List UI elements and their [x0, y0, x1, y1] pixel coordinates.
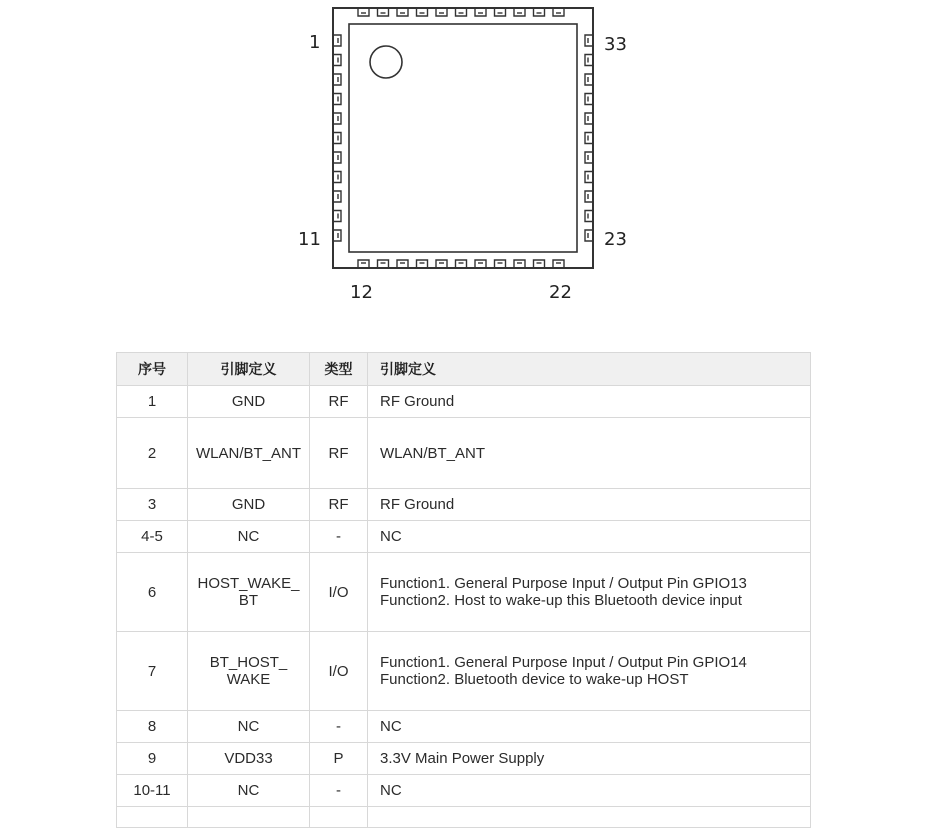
pad	[333, 74, 341, 85]
pad	[585, 230, 593, 241]
table-header-row	[117, 353, 811, 386]
cell-description: RF Ground	[368, 489, 811, 521]
pad	[456, 8, 467, 16]
pad	[333, 94, 341, 105]
cell-index: 8	[117, 711, 188, 743]
cell-description: NC	[368, 711, 811, 743]
cell-description: NC	[368, 775, 811, 807]
pad	[333, 133, 341, 144]
cell-pin-name: WLAN/BT_ANT	[188, 418, 310, 489]
description-line-2: Function2. Bluetooth device to wake-up HOST	[380, 671, 689, 688]
table-row	[117, 418, 811, 489]
pad	[585, 35, 593, 46]
pad	[397, 260, 408, 268]
pin-label-33: 33	[604, 34, 627, 55]
pad	[585, 55, 593, 66]
pad	[534, 8, 545, 16]
pad	[333, 55, 341, 66]
cell-type: -	[310, 521, 368, 553]
pad	[378, 8, 389, 16]
cell-description: 3.3V Main Power Supply	[368, 743, 811, 775]
cell-type	[310, 807, 368, 828]
cell-pin-name: VDD33	[188, 743, 310, 775]
pad	[333, 35, 341, 46]
pad	[514, 8, 525, 16]
cell-index: 7	[117, 632, 188, 711]
pad	[456, 260, 467, 268]
cell-description: NC	[368, 521, 811, 553]
description-line-1: Function1. General Purpose Input / Output Pin GPIO14	[380, 654, 747, 671]
table-row	[117, 711, 811, 743]
cell-type: I/O	[310, 553, 368, 632]
table-row	[117, 553, 811, 632]
pin1-marker	[370, 46, 402, 78]
cell-pin-name	[188, 632, 310, 711]
cell-index: 3	[117, 489, 188, 521]
pad	[475, 8, 486, 16]
cell-index: 9	[117, 743, 188, 775]
pin-name-line-2: BT	[238, 592, 259, 609]
pad	[358, 8, 369, 16]
pad	[585, 172, 593, 183]
pad	[333, 230, 341, 241]
pin-label-11: 11	[298, 229, 321, 250]
table-row	[117, 807, 811, 828]
pin-definition-table	[116, 352, 811, 828]
pad	[585, 152, 593, 163]
pad	[495, 8, 506, 16]
package-diagram	[0, 0, 941, 310]
pad	[436, 8, 447, 16]
package-outline	[333, 8, 593, 268]
pad	[358, 260, 369, 268]
pad	[585, 94, 593, 105]
pad	[475, 260, 486, 268]
cell-description	[368, 632, 811, 711]
description-line-2: Function2. Host to wake-up this Bluetooth device input	[380, 592, 742, 609]
table-row	[117, 743, 811, 775]
pad	[333, 191, 341, 202]
cell-index: 10-11	[117, 775, 188, 807]
cell-type: RF	[310, 489, 368, 521]
pad	[585, 74, 593, 85]
cell-pin-name: NC	[188, 775, 310, 807]
cell-description	[368, 807, 811, 828]
pad	[534, 260, 545, 268]
pad	[553, 260, 564, 268]
pad	[553, 8, 564, 16]
table-row	[117, 521, 811, 553]
cell-index: 4-5	[117, 521, 188, 553]
pin-name-line-2: WAKE	[226, 671, 271, 688]
pad	[333, 152, 341, 163]
pad	[397, 8, 408, 16]
cell-pin-name: GND	[188, 489, 310, 521]
pad	[585, 211, 593, 222]
cell-type: P	[310, 743, 368, 775]
cell-type: -	[310, 711, 368, 743]
cell-type: RF	[310, 386, 368, 418]
pad	[417, 8, 428, 16]
cell-index: 2	[117, 418, 188, 489]
cell-description	[368, 553, 811, 632]
table-row	[117, 775, 811, 807]
cell-pin-name: GND	[188, 386, 310, 418]
cell-type: RF	[310, 418, 368, 489]
header-description: 引脚定义	[368, 353, 811, 386]
pad	[585, 113, 593, 124]
cell-index: 1	[117, 386, 188, 418]
pad	[417, 260, 428, 268]
table-row	[117, 386, 811, 418]
cell-pin-name	[188, 807, 310, 828]
header-index: 序号	[117, 353, 188, 386]
pad	[333, 172, 341, 183]
pin-label-1: 1	[309, 32, 321, 53]
cell-pin-name: NC	[188, 711, 310, 743]
pin-name-line-1: BT_HOST_	[209, 654, 288, 671]
cell-index: 6	[117, 553, 188, 632]
pad	[585, 191, 593, 202]
cell-description: WLAN/BT_ANT	[368, 418, 811, 489]
cell-pin-name: NC	[188, 521, 310, 553]
pad	[333, 113, 341, 124]
pad	[514, 260, 525, 268]
header-type: 类型	[310, 353, 368, 386]
pad	[436, 260, 447, 268]
pin-label-22: 22	[549, 282, 572, 303]
cell-type: I/O	[310, 632, 368, 711]
pad	[585, 133, 593, 144]
table-row	[117, 632, 811, 711]
pin-label-12: 12	[350, 282, 373, 303]
description-line-1: Function1. General Purpose Input / Output Pin GPIO13	[380, 575, 747, 592]
cell-index	[117, 807, 188, 828]
pin-name-line-1: HOST_WAKE_	[197, 575, 300, 592]
pad	[378, 260, 389, 268]
table-row	[117, 489, 811, 521]
pad	[333, 211, 341, 222]
pad	[495, 260, 506, 268]
pad-group	[333, 8, 593, 268]
cell-pin-name	[188, 553, 310, 632]
cell-type: -	[310, 775, 368, 807]
pin-label-23: 23	[604, 229, 627, 250]
cell-description: RF Ground	[368, 386, 811, 418]
header-pin-name: 引脚定义	[188, 353, 310, 386]
